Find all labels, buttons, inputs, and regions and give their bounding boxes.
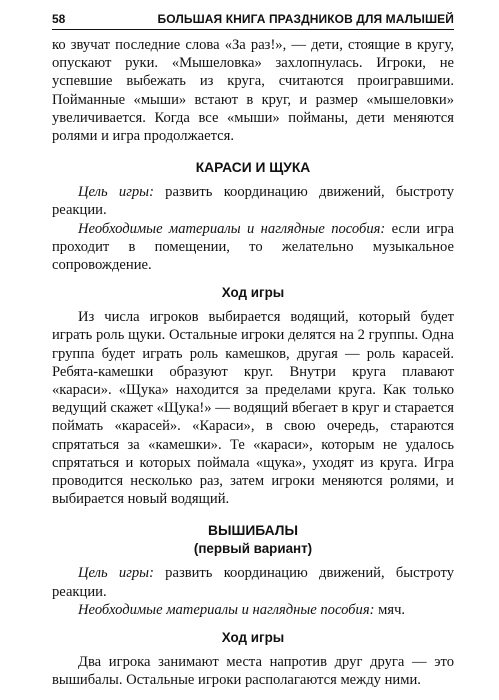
section-title-vyshibaly: ВЫШИБАЛЫ <box>208 523 298 539</box>
goal-text: развить координацию движений, быстроту реакции. <box>52 184 454 219</box>
course-paragraph-vyshibaly: Два игрока занимают места напротив друг друга — это вышибалы. Остальные игроки располагаются между ними. <box>52 654 454 689</box>
intro-paragraph: ко звучат последние слова «За раз!», — дети, стоящие в кругу, опускают руки. «Мышеловка» захлопнулась. Игроки, не успевшие выбежать из круга, считаются проигравшими. Пойманные «мыши» встают в круг, и размер «мышеловки» увеличивается. Когда все «мыши» пойманы, дети меняются ролями и игра продолжается. <box>52 37 454 145</box>
book-page <box>52 12 454 689</box>
materials-text: если игра проходит в помещении, то желательно музыкальное сопровождение. <box>52 220 454 274</box>
goal-label: Цель игры: <box>78 565 154 582</box>
course-heading-vyshibaly: Ход игры <box>221 630 285 646</box>
section-subtitle-vyshibaly: (первый вариант) <box>193 541 313 557</box>
book-title: БОЛЬШАЯ КНИГА ПРАЗДНИКОВ ДЛЯ МАЛЫШЕЙ <box>157 12 454 26</box>
goal-paragraph-vyshibaly <box>52 564 454 600</box>
materials-text: мяч. <box>374 601 406 618</box>
materials-paragraph-karasi <box>52 220 454 275</box>
running-header <box>52 12 454 30</box>
course-heading-karasi: Ход игры <box>221 285 285 301</box>
materials-label: Необходимые материалы и наглядные пособия: <box>78 601 375 618</box>
materials-label: Необходимые материалы и наглядные пособия: <box>78 220 386 237</box>
goal-text: развить координацию движений, быстроту реакции. <box>52 565 454 600</box>
section-title-karasi: КАРАСИ И ЩУКА <box>195 160 311 176</box>
course-paragraph-karasi: Из числа игроков выбирается водящий, который будет играть роль щуки. Остальные игроки делятся на 2 группы. Одна группа будет играть роль камешков, другая — роль карасей. Ребята-камешки образуют круг. Внутри круга плавают «караси». «Щука» находится за пределами круга. Как только ведущий скажет «Щука!» — водящий вбегает в круг и старается поймать «карасей». «Караси», в свою очередь, стараются спрятаться за «камешки». Те «караси», которым не удалось спрятаться и которых поймала «щука», уходят из круга. Игра проводится несколько раз, затем игроки меняются ролями, и выбирается новый водящий. <box>52 309 454 508</box>
materials-paragraph-vyshibaly <box>52 601 454 619</box>
goal-paragraph-karasi <box>52 183 454 219</box>
page-number: 58 <box>52 12 66 26</box>
goal-label: Цель игры: <box>78 184 154 201</box>
